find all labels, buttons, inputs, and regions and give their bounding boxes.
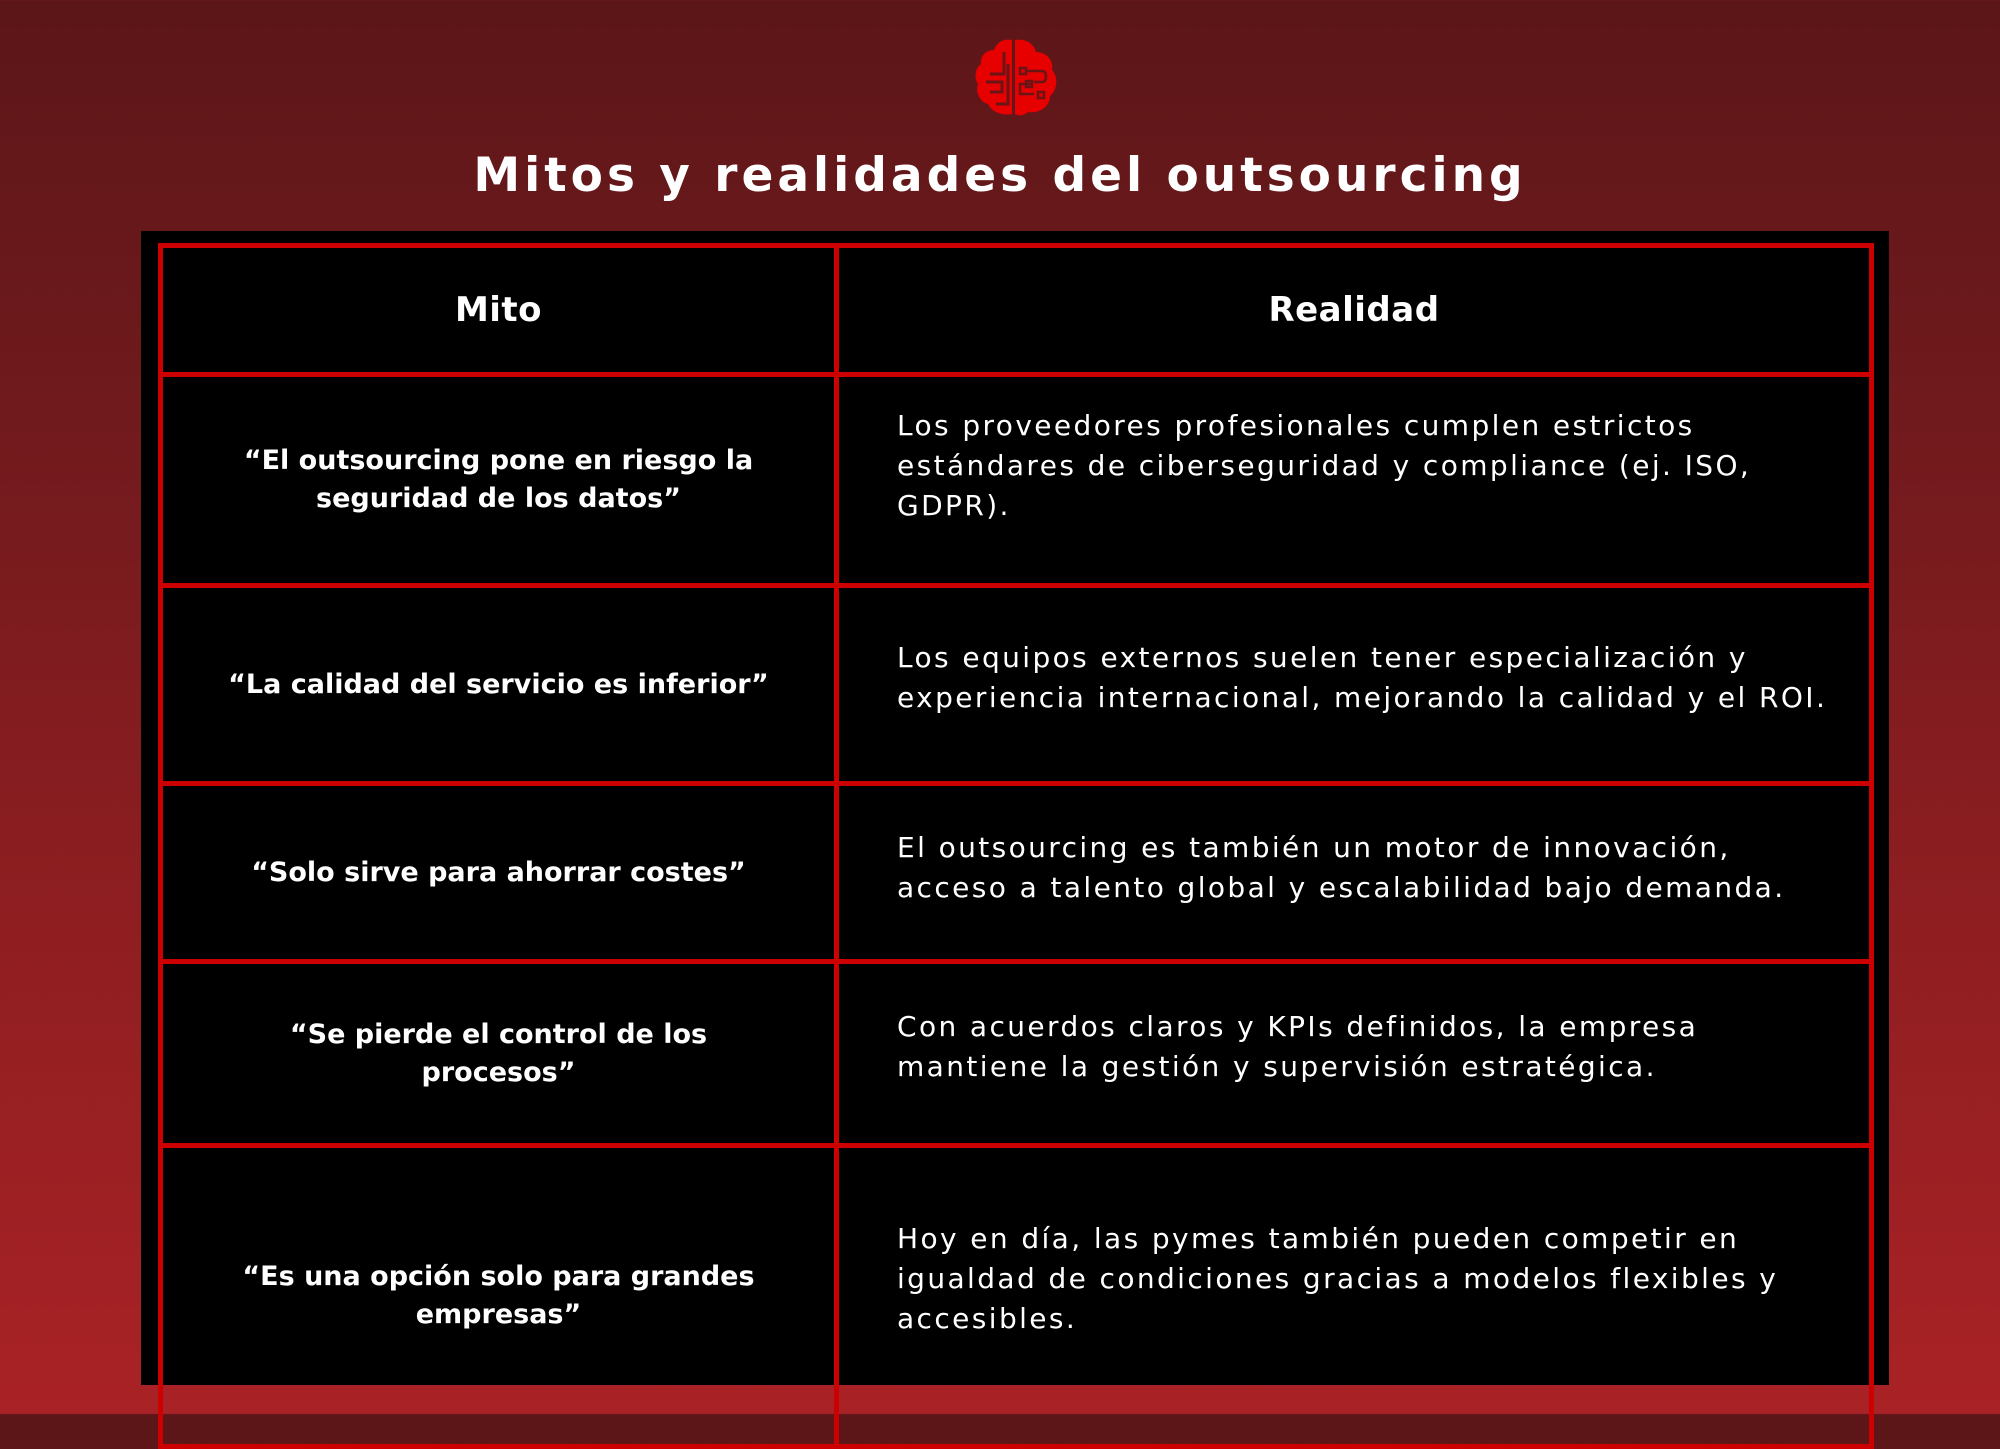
- table-panel: [141, 231, 1889, 1385]
- table-header-row: [161, 246, 1872, 375]
- column-header-myth: Mito: [161, 246, 837, 375]
- page-title: Mitos y realidades del outsourcing: [473, 148, 1527, 203]
- reality-cell: Los equipos externos suelen tener especialización y experiencia internacional, mejorando la calidad y el ROI.: [837, 586, 1872, 784]
- myth-cell: “El outsourcing pone en riesgo la seguridad de los datos”: [161, 375, 837, 586]
- table-row: [161, 1146, 1872, 1447]
- table-row: [161, 784, 1872, 962]
- myth-cell: “Es una opción solo para grandes empresas”: [161, 1146, 837, 1447]
- brain-circuit-icon: [972, 34, 1058, 120]
- reality-cell: Hoy en día, las pymes también pueden competir en igualdad de condiciones gracias a modelos flexibles y accesibles.: [837, 1146, 1872, 1447]
- column-header-reality: Realidad: [837, 246, 1872, 375]
- reality-cell: Los proveedores profesionales cumplen estrictos estándares de ciberseguridad y compliance (ej. ISO, GDPR).: [837, 375, 1872, 586]
- myth-cell: “La calidad del servicio es inferior”: [161, 586, 837, 784]
- table-row: [161, 375, 1872, 586]
- reality-cell: El outsourcing es también un motor de innovación, acceso a talento global y escalabilidad bajo demanda.: [837, 784, 1872, 962]
- reality-cell: Con acuerdos claros y KPIs definidos, la empresa mantiene la gestión y supervisión estratégica.: [837, 962, 1872, 1146]
- table-row: [161, 962, 1872, 1146]
- table-row: [161, 586, 1872, 784]
- myths-table: [158, 243, 1874, 1449]
- myth-cell: “Solo sirve para ahorrar costes”: [161, 784, 837, 962]
- myth-cell: “Se pierde el control de los procesos”: [161, 962, 837, 1146]
